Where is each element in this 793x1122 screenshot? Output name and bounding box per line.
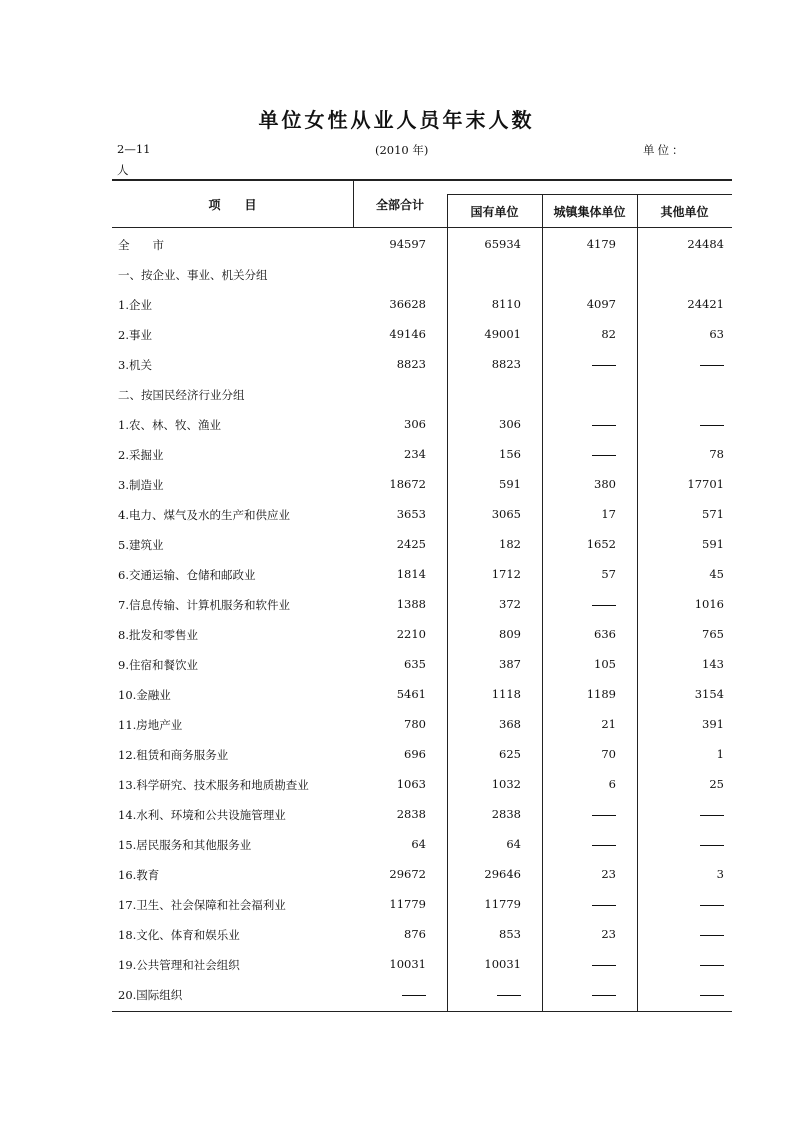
cell-total: 10031 (389, 957, 426, 971)
cell-total: 64 (411, 837, 426, 851)
cell-other: 1016 (694, 597, 724, 611)
row-label: 15.居民服务和其他服务业 (118, 838, 252, 852)
row-label: 17.卫生、社会保障和社会福利业 (118, 898, 286, 912)
cell-collective: 6 (608, 777, 616, 791)
table-row (112, 655, 732, 675)
cell-state: 49001 (484, 327, 521, 341)
cell-other (700, 837, 724, 851)
cell-state: 1032 (491, 777, 521, 791)
table-row (112, 775, 732, 795)
dash-mark (592, 965, 616, 966)
table-year: (2010 年) (375, 143, 429, 157)
dash-mark (592, 845, 616, 846)
dash-mark (700, 425, 724, 426)
table-row (112, 325, 732, 345)
row-label: 7.信息传输、计算机服务和软件业 (118, 598, 290, 612)
dash-mark (402, 995, 426, 996)
cell-total: 2210 (396, 627, 426, 641)
dash-mark (700, 905, 724, 906)
cell-total: 3653 (396, 507, 426, 521)
cell-collective (592, 357, 616, 371)
cell-collective: 4097 (586, 297, 616, 311)
cell-collective: 1189 (586, 687, 616, 701)
cell-state: 853 (499, 927, 521, 941)
cell-state: 591 (499, 477, 521, 491)
cell-other: 571 (702, 507, 724, 521)
table-row (112, 955, 732, 975)
cell-collective (592, 987, 616, 1001)
row-label: 1.企业 (118, 298, 152, 312)
cell-state: 64 (506, 837, 521, 851)
table-row (112, 445, 732, 465)
cell-other: 391 (702, 717, 724, 731)
row-label: 2.事业 (118, 328, 152, 342)
table-row (112, 685, 732, 705)
unit-value: 人 (117, 163, 129, 177)
header-total: 全部合计 (375, 198, 424, 212)
cell-total: 1814 (396, 567, 426, 581)
cell-total: 36628 (389, 297, 426, 311)
table-top-rule (112, 179, 732, 181)
table-row (112, 865, 732, 885)
table-row (112, 385, 732, 405)
dash-mark (592, 425, 616, 426)
table-row (112, 715, 732, 735)
cell-other (700, 417, 724, 431)
cell-state: 156 (499, 447, 521, 461)
dash-mark (592, 995, 616, 996)
row-label: 10.金融业 (118, 688, 171, 702)
cell-state: 372 (499, 597, 521, 611)
row-label: 19.公共管理和社会组织 (118, 958, 240, 972)
row-label: 11.房地产业 (118, 718, 183, 732)
dash-mark (700, 815, 724, 816)
cell-other: 765 (702, 627, 724, 641)
row-label: 3.制造业 (118, 478, 164, 492)
cell-state: 11779 (484, 897, 521, 911)
cell-other: 63 (709, 327, 724, 341)
cell-state: 8823 (491, 357, 521, 371)
cell-total: 306 (404, 417, 426, 431)
row-label: 16.教育 (118, 868, 160, 882)
cell-other: 3 (716, 867, 724, 881)
row-label: 5.建筑业 (118, 538, 164, 552)
table-row (112, 265, 732, 285)
cell-total: 1388 (396, 597, 426, 611)
dash-mark (700, 965, 724, 966)
cell-collective: 21 (601, 717, 616, 731)
cell-total: 94597 (389, 237, 426, 251)
header-item: 项 目 (208, 198, 257, 212)
table-row (112, 595, 732, 615)
table-row (112, 835, 732, 855)
row-label: 8.批发和零售业 (118, 628, 198, 642)
cell-collective: 82 (601, 327, 616, 341)
cell-total: 18672 (389, 477, 426, 491)
cell-state (497, 987, 521, 1001)
row-label: 2.采掘业 (118, 448, 164, 462)
cell-state: 387 (499, 657, 521, 671)
cell-collective: 57 (601, 567, 616, 581)
cell-other: 143 (702, 657, 724, 671)
cell-other (700, 957, 724, 971)
cell-total: 2425 (396, 537, 426, 551)
cell-collective: 105 (594, 657, 616, 671)
cell-total: 635 (404, 657, 426, 671)
table-code: 2—11 (117, 142, 151, 156)
cell-state: 1712 (491, 567, 521, 581)
cell-state: 368 (499, 717, 521, 731)
cell-other: 78 (709, 447, 724, 461)
cell-collective: 23 (601, 867, 616, 881)
row-label: 9.住宿和餐饮业 (118, 658, 198, 672)
row-label: 14.水利、环境和公共设施管理业 (118, 808, 286, 822)
cell-state: 2838 (491, 807, 521, 821)
table-row (112, 625, 732, 645)
table-row (112, 565, 732, 585)
cell-collective: 1652 (586, 537, 616, 551)
cell-other: 45 (709, 567, 724, 581)
cell-collective (592, 837, 616, 851)
cell-other (700, 357, 724, 371)
table-row (112, 745, 732, 765)
cell-total: 1063 (396, 777, 426, 791)
header-collective: 城镇集体单位 (553, 205, 626, 219)
cell-collective: 70 (601, 747, 616, 761)
cell-other: 24421 (687, 297, 724, 311)
cell-other: 3154 (694, 687, 724, 701)
cell-state: 1118 (491, 687, 521, 701)
cell-collective (592, 447, 616, 461)
row-label: 3.机关 (118, 358, 152, 372)
cell-collective: 17 (601, 507, 616, 521)
cell-other (700, 897, 724, 911)
cell-state: 8110 (491, 297, 521, 311)
table-row (112, 535, 732, 555)
dash-mark (700, 935, 724, 936)
cell-total: 11779 (389, 897, 426, 911)
cell-other (700, 987, 724, 1001)
cell-collective: 380 (594, 477, 616, 491)
header-other: 其他单位 (660, 205, 709, 219)
table-row (112, 415, 732, 435)
dash-mark (700, 995, 724, 996)
dash-mark (592, 905, 616, 906)
table-row (112, 235, 732, 255)
cell-collective (592, 807, 616, 821)
dash-mark (700, 845, 724, 846)
table-bottom-rule (112, 1011, 732, 1012)
cell-other (700, 927, 724, 941)
cell-collective: 636 (594, 627, 616, 641)
row-label: 20.国际组织 (118, 988, 183, 1002)
cell-total: 696 (404, 747, 426, 761)
dash-mark (592, 455, 616, 456)
cell-other: 591 (702, 537, 724, 551)
cell-collective (592, 957, 616, 971)
cell-state: 65934 (484, 237, 521, 251)
cell-other: 25 (709, 777, 724, 791)
row-label: 12.租赁和商务服务业 (118, 748, 229, 762)
row-label: 18.文化、体育和娱乐业 (118, 928, 240, 942)
dash-mark (592, 605, 616, 606)
cell-state: 3065 (491, 507, 521, 521)
row-label: 一、按企业、事业、机关分组 (118, 268, 268, 282)
cell-total: 876 (404, 927, 426, 941)
row-label: 13.科学研究、技术服务和地质勘查业 (118, 778, 309, 792)
cell-state: 10031 (484, 957, 521, 971)
cell-state: 29646 (484, 867, 521, 881)
cell-other: 17701 (687, 477, 724, 491)
row-label: 二、按国民经济行业分组 (118, 388, 245, 402)
table-row (112, 355, 732, 375)
cell-other (700, 807, 724, 821)
table-row (112, 985, 732, 1005)
table-row (112, 805, 732, 825)
row-label: 1.农、林、牧、渔业 (118, 418, 221, 432)
table-row (112, 895, 732, 915)
table-row (112, 505, 732, 525)
page-title: 单位女性从业人员年末人数 (258, 108, 535, 132)
cell-collective (592, 417, 616, 431)
header-sub-rule (447, 194, 732, 195)
dash-mark (592, 815, 616, 816)
cell-total (402, 987, 426, 1001)
row-label: 全 市 (118, 238, 164, 252)
cell-other: 24484 (687, 237, 724, 251)
row-label: 6.交通运输、仓储和邮政业 (118, 568, 256, 582)
cell-total: 234 (404, 447, 426, 461)
cell-total: 29672 (389, 867, 426, 881)
cell-total: 5461 (396, 687, 426, 701)
cell-state: 809 (499, 627, 521, 641)
cell-collective: 4179 (586, 237, 616, 251)
table-row (112, 475, 732, 495)
cell-other: 1 (716, 747, 724, 761)
cell-total: 49146 (389, 327, 426, 341)
unit-label: 单位： (643, 143, 687, 157)
cell-state: 625 (499, 747, 521, 761)
dash-mark (497, 995, 521, 996)
dash-mark (592, 365, 616, 366)
cell-total: 2838 (396, 807, 426, 821)
cell-state: 306 (499, 417, 521, 431)
cell-state: 182 (499, 537, 521, 551)
cell-total: 780 (404, 717, 426, 731)
cell-collective (592, 897, 616, 911)
cell-collective: 23 (601, 927, 616, 941)
dash-mark (700, 365, 724, 366)
header-state: 国有单位 (470, 205, 519, 219)
header-bottom-rule (112, 227, 732, 228)
cell-collective (592, 597, 616, 611)
row-label: 4.电力、煤气及水的生产和供应业 (118, 508, 290, 522)
cell-total: 8823 (396, 357, 426, 371)
table-row (112, 295, 732, 315)
table-row (112, 925, 732, 945)
